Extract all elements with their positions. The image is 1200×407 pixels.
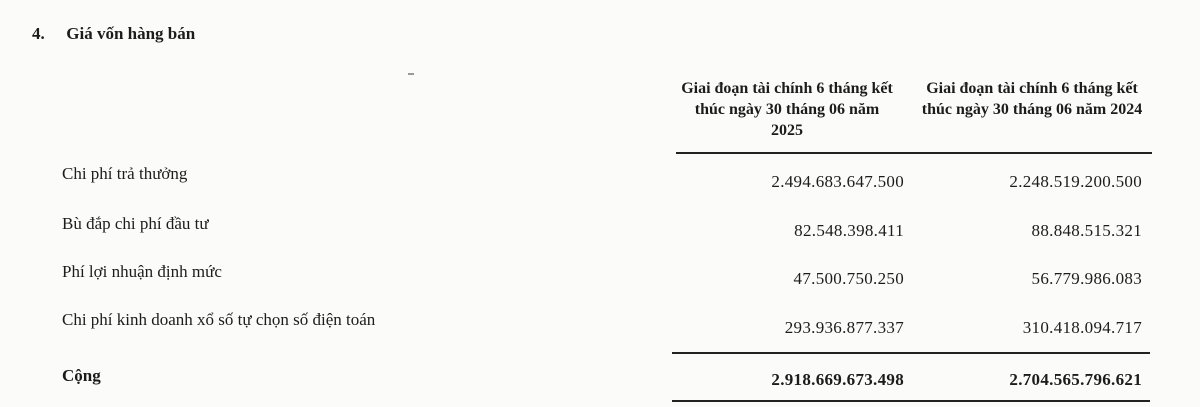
row-label-electronic-lottery-cost: Chi phí kinh doanh xổ số tự chọn số điện toán bbox=[62, 310, 376, 329]
header-rule bbox=[676, 152, 1152, 154]
total-value-2024: 2.704.565.796.621 bbox=[1009, 370, 1142, 389]
section-number: 4. bbox=[32, 24, 45, 43]
row-value-2025: 293.936.877.337 bbox=[784, 318, 904, 337]
total-label: Cộng bbox=[62, 366, 101, 385]
stray-mark bbox=[408, 73, 414, 75]
column-header-2024: Giai đoạn tài chính 6 tháng kết thúc ngày 30 tháng 06 năm 2024 bbox=[921, 80, 1143, 118]
row-value-2024: 56.779.986.083 bbox=[1031, 269, 1142, 288]
total-bottom-rule bbox=[672, 400, 1150, 402]
section-title: Giá vốn hàng bán bbox=[66, 24, 196, 43]
row-value-2024: 310.418.094.717 bbox=[1022, 318, 1142, 337]
row-label-investment-compensation: Bù đắp chi phí đầu tư bbox=[62, 214, 209, 233]
section-heading bbox=[32, 24, 195, 44]
column-header-2025: Giai đoạn tài chính 6 tháng kết thúc ngày 30 tháng 06 năm 2025 bbox=[681, 80, 893, 139]
row-value-2025: 82.548.398.411 bbox=[794, 221, 904, 240]
row-label-profit-fee: Phí lợi nhuận định mức bbox=[62, 262, 222, 281]
row-label-reward-cost: Chi phí trả thưởng bbox=[62, 164, 188, 183]
row-value-2025: 2.494.683.647.500 bbox=[771, 172, 904, 191]
total-value-2025: 2.918.669.673.498 bbox=[771, 370, 904, 389]
total-top-rule bbox=[672, 352, 1150, 354]
row-value-2024: 88.848.515.321 bbox=[1031, 221, 1142, 240]
row-value-2025: 47.500.750.250 bbox=[793, 269, 904, 288]
row-value-2024: 2.248.519.200.500 bbox=[1009, 172, 1142, 191]
